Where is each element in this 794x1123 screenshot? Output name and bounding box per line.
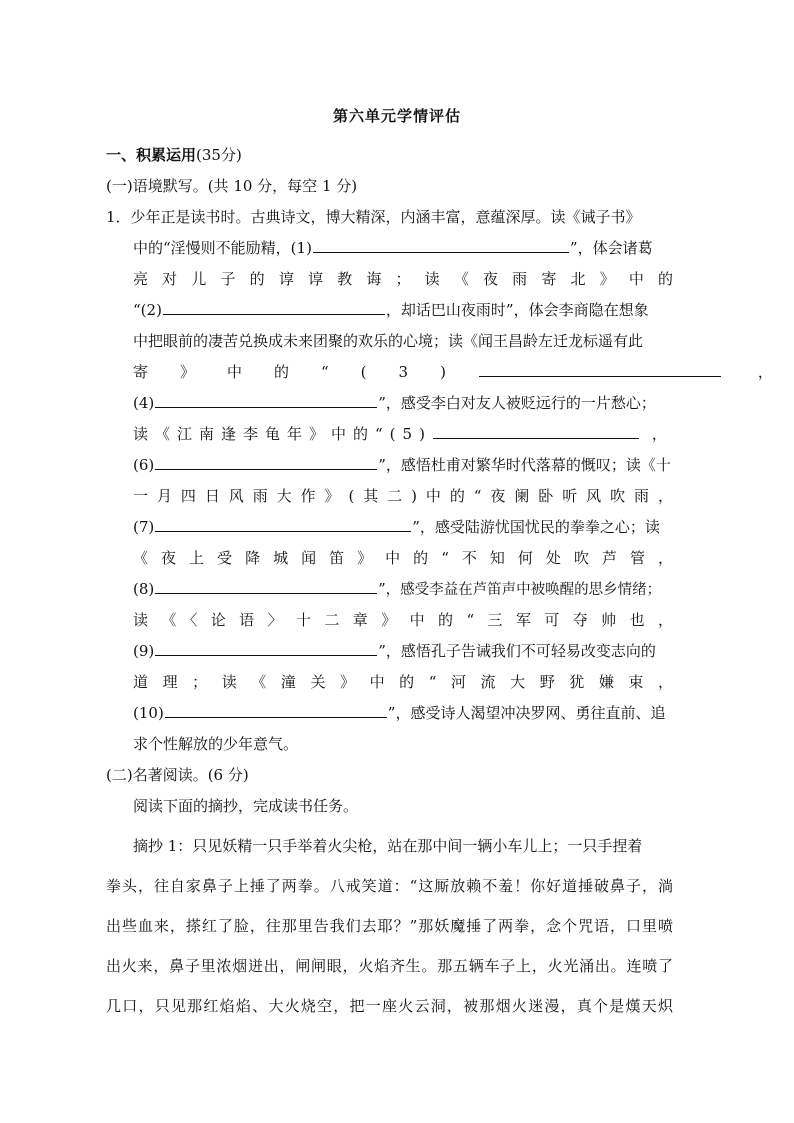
answer-blank[interactable] [155,517,411,532]
page-title: 第六单元学情评估 [332,107,461,125]
answer-blank[interactable] [479,362,721,377]
answer-blank[interactable] [155,393,377,408]
question-line: (10) ”，感受诗人渴望冲决罗网、勇往直前、追 [133,704,666,722]
question-line: 读《江南逢李龟年》中的“(5) ， [133,425,667,443]
excerpt-line: 拳头，往自家鼻子上捶了两拳。八戒笑道：“这厮放赖不羞！你好道捶破鼻子，淌 [106,877,673,895]
question-line: 亮对儿子的谆谆教诲；读《夜雨寄北》中的 [133,270,673,288]
section-score: (35分) [196,146,242,164]
part-heading: (一)语境默写。(共 10 分，每空 1 分) [106,177,358,195]
question-line: (8) ”，感受李益在芦笛声中被唤醒的思乡情绪； [133,580,662,598]
question-line: 寄》中的“(3) ， [133,363,773,381]
excerpt-line: 出些血来，搽红了脸，往那里告我们去耶？”那妖魔捶了两拳，念个咒语，口里喷 [106,917,673,935]
answer-blank[interactable] [155,455,377,470]
question-number: 1． [106,208,131,226]
question-line: 1．少年正是读书时。古典诗文，博大精深，内涵丰富，意蕴深厚。读《诫子书》 [106,208,641,226]
part-heading: (二)名著阅读。(6 分) [106,766,249,784]
section-heading [106,145,646,165]
answer-blank[interactable] [155,579,377,594]
section-label: 一、积累运用 [106,146,197,164]
answer-blank[interactable] [155,641,377,656]
question-line: (9) ”，感悟孔子告诫我们不可轻易改变志向的 [133,642,656,660]
answer-blank[interactable] [165,703,387,718]
question-line: 道理；读《潼关》中的“河流大野犹嫌束， [133,673,673,691]
question-line: 《夜上受降城闻笛》中的“不知何处吹芦管， [133,549,673,567]
excerpt-line: 摘抄 1：只见妖精一只手举着火尖枪，站在那中间一辆小车儿上；一只手捏着 [133,837,643,855]
question-line: 中的“淫慢则不能励精，(1) ”，体会诸葛 [133,239,653,257]
excerpt-line: 出火来，鼻子里浓烟迸出，闸闸眼，火焰齐生。那五辆车子上，火光涌出。连喷了 [106,957,673,975]
excerpt-line: 几口，只见那红焰焰、大火烧空，把一座火云洞，被那烟火迷漫，真个是熯天炽 [106,997,673,1015]
question-line: 求个性解放的少年意气。 [133,735,299,753]
question-line: (6) ”，感悟杜甫对繁华时代落幕的慨叹；读《十 [133,456,671,474]
question-line: (4) ”，感受李白对友人被贬远行的一片愁心； [133,394,656,412]
answer-blank[interactable] [313,238,569,253]
question-line: (7) ”，感受陆游忧国忧民的拳拳之心；读 [133,518,660,536]
question-line: “(2) ，却话巴山夜雨时”，体会李商隐在想象 [133,301,649,319]
reading-intro: 阅读下面的摘抄，完成读书任务。 [133,797,359,815]
question-line: 一月四日风雨大作》(其二)中的“夜阑卧听风吹雨， [133,487,673,505]
question-line: 读《〈论语〉十二章》中的“三军可夺帅也， [133,611,673,629]
question-line: 中把眼前的凄苦兑换成未来团聚的欢乐的心境；读《闻王昌龄左迁龙标遥有此 [133,332,644,350]
answer-blank[interactable] [433,424,639,439]
answer-blank[interactable] [163,300,385,315]
